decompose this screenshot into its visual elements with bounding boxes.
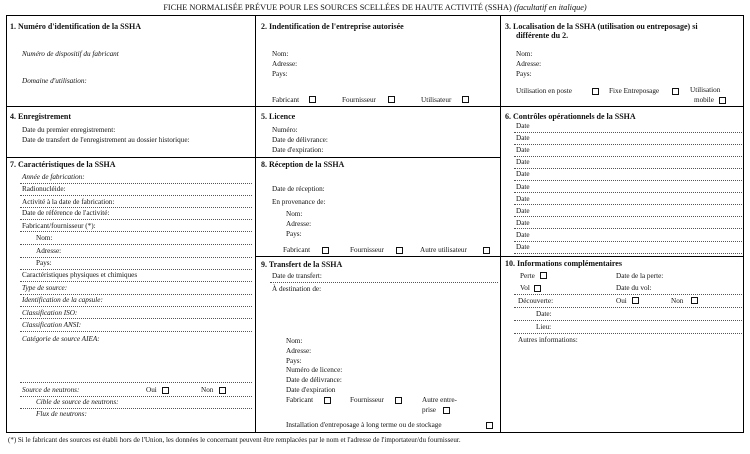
s6-date-divider <box>514 156 742 157</box>
s10-divider <box>514 333 742 334</box>
s10-theft-date-label: Date du vol: <box>616 284 652 292</box>
s6-date-label: Date <box>516 170 530 179</box>
s7-addr-label: Adresse: <box>36 247 62 255</box>
s8-other-checkbox[interactable] <box>483 247 490 254</box>
s9-other-checkbox[interactable] <box>443 407 450 414</box>
s2-name-label: Nom: <box>272 50 289 58</box>
s9-other-label-1: Autre entre- <box>422 396 457 404</box>
s10-divider <box>514 320 742 321</box>
s7-nom-label: Nom: <box>36 234 53 242</box>
s4-transfer-label: Date de transfert de l'enregistrement au dossier historique: <box>22 136 190 144</box>
s7-divider <box>20 382 252 383</box>
s7-divider <box>20 257 252 258</box>
s10-no-label: Non <box>671 297 684 305</box>
s6-header: 6. Contrôles opérationnels de la SSHA <box>505 112 636 121</box>
s10-other-label: Autres informations: <box>518 336 578 344</box>
s7-divider <box>20 294 252 295</box>
frame-top <box>6 15 744 16</box>
s9-issued-label: Date de délivrance: <box>286 376 342 384</box>
col-divider-1 <box>255 15 256 432</box>
s7-no-checkbox[interactable] <box>219 387 226 394</box>
s7-divider <box>20 231 252 232</box>
s10-loss-checkbox[interactable] <box>540 272 547 279</box>
s9-storage-label: Installation d'entreposage à long terme ou de stockage <box>286 421 442 429</box>
s6-date-divider <box>514 192 742 193</box>
s6-date-divider <box>514 180 742 181</box>
s9-address-label: Adresse: <box>286 347 312 355</box>
s3-header-line2: différente du 2. <box>516 31 569 40</box>
s8-name-label: Nom: <box>286 210 303 218</box>
s8-header: 8. Réception de la SSHA <box>261 160 345 169</box>
s7-capsule-label: Identification de la capsule: <box>22 296 103 304</box>
s3-in-post-label: Utilisation en poste <box>516 87 572 95</box>
s9-header: 9. Transfert de la SSHA <box>261 260 343 269</box>
s2-supplier-label: Fournisseur <box>342 96 376 104</box>
s7-iso-label: Classification ISO: <box>22 309 78 317</box>
s3-util-label-2: mobile <box>694 96 714 104</box>
s6-date-label: Date <box>516 134 530 143</box>
s3-header-line1: 3. Localisation de la SSHA (utilisation ou entreposage) si <box>505 22 698 31</box>
s9-supplier-label: Fournisseur <box>350 396 384 404</box>
s3-util-label-1: Utilisation <box>690 86 721 94</box>
s5-issued-label: Date de délivrance: <box>272 136 328 144</box>
s10-loss-date-label: Date de la perte: <box>616 272 664 280</box>
s9-licence-label: Numéro de licence: <box>286 366 343 374</box>
s7-nuclide-label: Radionucléide: <box>22 185 66 193</box>
s8-manufacturer-checkbox[interactable] <box>322 247 329 254</box>
frame-right <box>743 15 744 433</box>
s10-date-label: Date: <box>536 310 552 318</box>
s6-date-label: Date <box>516 230 530 239</box>
s10-divider <box>514 294 742 295</box>
s9-other-label-2: prise <box>422 406 436 414</box>
s5-expires-label: Date d'expiration: <box>272 146 324 154</box>
s7-ansi-label: Classification ANSI: <box>22 321 82 329</box>
s7-divider <box>20 331 252 332</box>
s6-date-label: Date <box>516 158 530 167</box>
s2-manufacturer-label: Fabricant <box>272 96 300 104</box>
row-divider-4 <box>6 432 744 433</box>
s8-manufacturer-label: Fabricant <box>283 246 311 254</box>
s10-theft-checkbox[interactable] <box>534 285 541 292</box>
s7-iaea-label: Catégorie de source AIEA: <box>22 335 100 343</box>
s7-type-label: Type de source: <box>22 284 68 292</box>
s6-date-divider <box>514 241 742 242</box>
s9-name-label: Nom: <box>286 337 303 345</box>
s4-first-label: Date du premier enregistrement: <box>22 126 116 134</box>
s5-header: 5. Licence <box>261 112 296 121</box>
s6-date-label: Date <box>516 146 530 155</box>
s10-header: 10. Informations complémentaires <box>505 259 622 268</box>
s9-supplier-checkbox[interactable] <box>395 397 402 404</box>
s3-country-label: Pays: <box>516 70 532 78</box>
s9-dest-label: À destination de: <box>272 285 322 293</box>
s3-mobile-checkbox[interactable] <box>719 97 726 104</box>
s6-date-divider <box>514 132 742 133</box>
s2-supplier-checkbox[interactable] <box>388 96 395 103</box>
s8-supplier-label: Fournisseur <box>350 246 384 254</box>
s7-divider <box>20 195 252 196</box>
s9-date-label: Date de transfert: <box>272 272 322 280</box>
s9-divider <box>270 282 498 283</box>
s3-name-label: Nom: <box>516 50 533 58</box>
s8-other-label: Autre utilisateur <box>420 246 467 254</box>
s1-domain-label: Domaine d'utilisation: <box>22 77 87 85</box>
s3-fixed-checkbox[interactable] <box>672 88 679 95</box>
s2-manufacturer-checkbox[interactable] <box>309 96 316 103</box>
footnote: (*) Si le fabricant des sources est établi hors de l'Union, les données le concernant peuvent être remplacées par le nom et l'adresse de l'importateur/du fournisseur. <box>8 436 461 444</box>
s6-date-label: Date <box>516 243 530 251</box>
s10-place-label: Lieu: <box>536 323 552 331</box>
s7-physchem-label: Caractéristiques physiques et chimiques <box>22 271 138 279</box>
s7-flux-label: Flux de neutrons: <box>36 410 87 418</box>
s8-country-label: Pays: <box>286 230 302 238</box>
s4-header: 4. Enregistrement <box>10 112 72 121</box>
s7-yes-checkbox[interactable] <box>162 387 169 394</box>
s7-ref-date-label: Date de référence de l'activité: <box>22 209 110 217</box>
row-divider-2 <box>6 157 500 158</box>
s7-divider <box>20 183 252 184</box>
s7-yes-label: Oui <box>146 386 157 394</box>
s10-theft-label: Vol <box>520 284 530 292</box>
s7-year-label: Année de fabrication: <box>22 173 85 181</box>
s3-in-post-checkbox[interactable] <box>592 88 599 95</box>
s7-neutron-label: Source de neutrons: <box>22 386 80 394</box>
s2-address-label: Adresse: <box>272 60 298 68</box>
s10-no-checkbox[interactable] <box>691 297 698 304</box>
s6-date-label: Date <box>516 218 530 227</box>
s6-date-divider <box>514 168 742 169</box>
s6-date-label: Date <box>516 122 530 130</box>
s7-pays-label: Pays: <box>36 259 52 267</box>
s8-from-label: En provenance de: <box>272 198 326 206</box>
s10-yes-label: Oui <box>616 297 627 305</box>
s10-yes-checkbox[interactable] <box>632 297 639 304</box>
s6-date-label: Date <box>516 182 530 191</box>
s5-number-label: Numéro: <box>272 126 298 134</box>
s7-divider <box>20 244 252 245</box>
form-title: FICHE NORMALISÉE PRÉVUE POUR LES SOURCES SCELLÉES DE HAUTE ACTIVITÉ (SSHA) (facultatif en italique) <box>163 3 587 12</box>
row-divider-1 <box>6 106 744 107</box>
s8-address-label: Adresse: <box>286 220 312 228</box>
s6-date-label: Date <box>516 206 530 215</box>
s7-divider <box>20 281 252 282</box>
s7-divider <box>20 306 252 307</box>
s6-date-divider <box>514 204 742 205</box>
s2-country-label: Pays: <box>272 70 288 78</box>
s7-activity-label: Activité à la date de fabrication: <box>22 198 115 206</box>
s7-divider <box>20 408 252 409</box>
s6-date-divider <box>514 228 742 229</box>
s6-date-divider <box>514 253 742 254</box>
s2-user-checkbox[interactable] <box>462 96 469 103</box>
s2-user-label: Utilisateur <box>421 96 452 104</box>
s3-address-label: Adresse: <box>516 60 542 68</box>
frame-left <box>6 15 7 433</box>
s9-country-label: Pays: <box>286 357 302 365</box>
s6-date-divider <box>514 144 742 145</box>
s8-supplier-checkbox[interactable] <box>396 247 403 254</box>
row-divider-3 <box>255 256 744 257</box>
s10-divider <box>514 307 742 308</box>
s1-device-label: Numéro de dispositif du fabricant <box>22 50 119 58</box>
s9-storage-checkbox[interactable] <box>486 422 493 429</box>
s9-manufacturer-label: Fabricant <box>286 396 314 404</box>
s7-header: 7. Caractéristiques de la SSHA <box>10 160 116 169</box>
s10-loss-label: Perte <box>520 272 535 280</box>
s6-date-label: Date <box>516 194 530 203</box>
s7-divider <box>20 269 252 270</box>
s10-found-label: Découverte: <box>518 297 554 305</box>
s7-manu-label: Fabricant/fournisseur (*): <box>22 222 96 230</box>
s7-no-label: Non <box>201 386 214 394</box>
s9-expires-label: Date d'expiration <box>286 386 336 394</box>
s8-date-label: Date de réception: <box>272 185 325 193</box>
s7-target-label: Cible de source de neutrons: <box>36 398 119 406</box>
col-divider-2 <box>500 15 501 432</box>
s7-divider <box>20 318 252 319</box>
s1-header: 1. Numéro d'identification de la SSHA <box>10 22 141 31</box>
s2-header: 2. Indentification de l'entreprise autorisée <box>261 22 404 31</box>
s7-divider <box>20 207 252 208</box>
s3-fixed-label: Fixe Entreposage <box>609 87 660 95</box>
s6-date-divider <box>514 216 742 217</box>
s9-manufacturer-checkbox[interactable] <box>324 397 331 404</box>
s7-divider <box>20 396 252 397</box>
s7-divider <box>20 219 252 220</box>
